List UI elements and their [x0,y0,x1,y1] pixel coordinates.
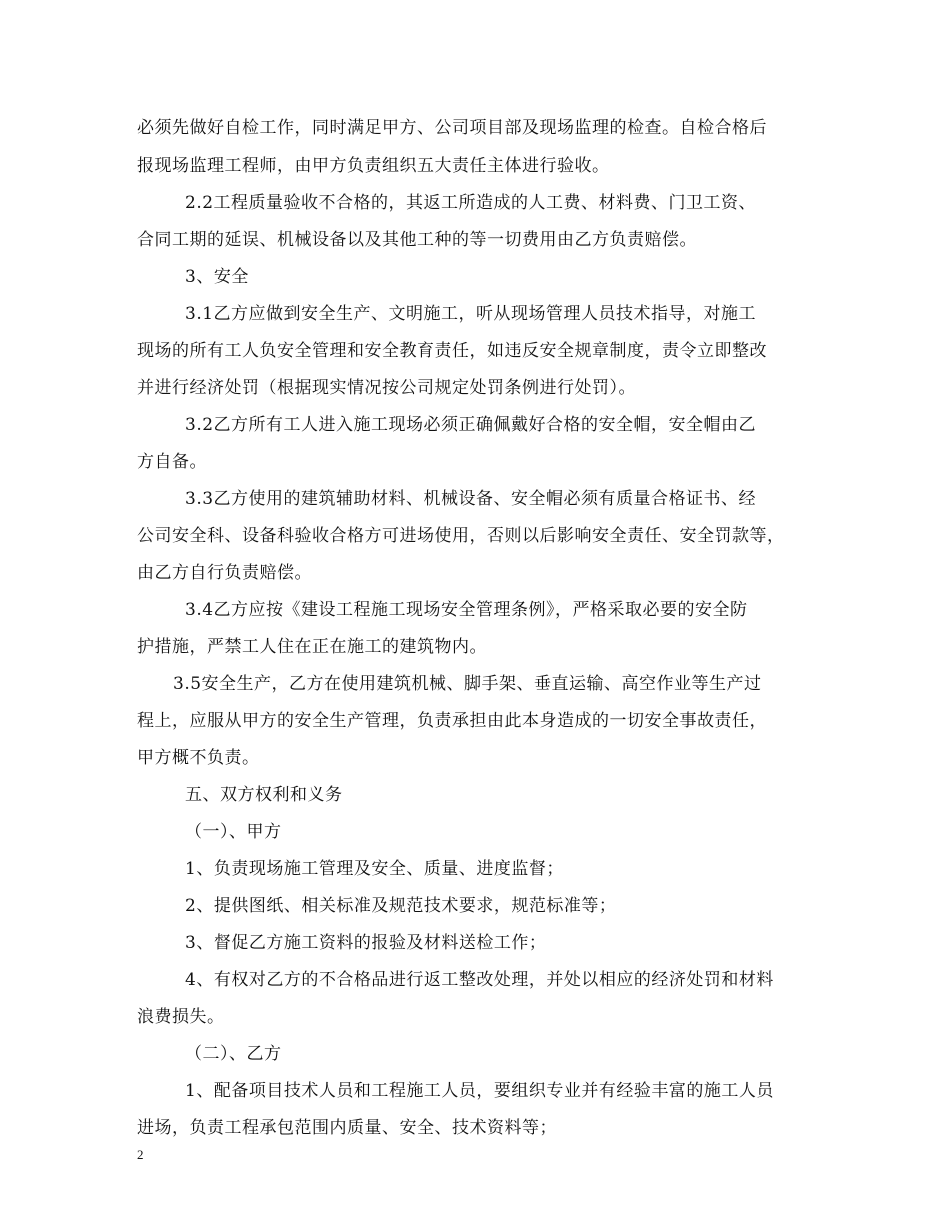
paragraph-line: 3.4乙方应按《建设工程施工现场安全管理条例》，严格采取必要的安全防 [185,600,748,620]
paragraph-line: 由乙方自行负责赔偿。 [137,563,312,583]
list-item: 4、有权对乙方的不合格品进行返工整改处理，并处以相应的经济处罚和材料 [185,970,774,990]
subsection-heading: （一）、甲方 [185,822,282,842]
list-item: 3、督促乙方施工资料的报验及材料送检工作； [185,933,547,953]
list-item: 1、配备项目技术人员和工程施工人员，要组织专业并有经验丰富的施工人员 [185,1081,774,1101]
section-heading: 五、双方权利和义务 [185,785,343,805]
subsection-heading: （二）、乙方 [185,1044,282,1064]
paragraph-line: 3.2乙方所有工人进入施工现场必须正确佩戴好合格的安全帽，安全帽由乙 [185,415,757,435]
paragraph-line: 2.2工程质量验收不合格的，其返工所造成的人工费、材料费、门卫工资、 [185,193,757,213]
list-item-continuation: 进场，负责工程承包范围内质量、安全、技术资料等； [137,1118,557,1138]
paragraph-line: 必须先做好自检工作，同时满足甲方、公司项目部及现场监理的检查。自检合格后 [137,118,767,138]
paragraph-line: 现场的所有工人负安全管理和安全教育责任，如违反安全规章制度，责令立即整改 [137,341,767,361]
paragraph-line: 合同工期的延误、机械设备以及其他工种的等一切费用由乙方负责赔偿。 [137,230,697,250]
paragraph-line: 公司安全科、设备科验收合格方可进场使用，否则以后影响安全责任、安全罚款等， [137,526,785,546]
paragraph-line: 3.1乙方应做到安全生产、文明施工，听从现场管理人员技术指导，对施工 [185,304,757,324]
paragraph-line: 并进行经济处罚（根据现实情况按公司规定处罚条例进行处罚）。 [137,378,636,398]
list-item: 2、提供图纸、相关标准及规范技术要求，规范标准等； [185,896,617,916]
paragraph-line: 护措施，严禁工人住在正在施工的建筑物内。 [137,637,487,657]
paragraph-line: 报现场监理工程师，由甲方负责组织五大责任主体进行验收。 [137,156,610,176]
list-item: 1、负责现场施工管理及安全、质量、进度监督； [185,859,564,879]
paragraph-line: 程上，应服从甲方的安全生产管理，负责承担由此本身造成的一切安全事故责任， [137,711,767,731]
section-heading: 3、安全 [185,267,249,287]
paragraph-line: 3.3乙方使用的建筑辅助材料、机械设备、安全帽必须有质量合格证书、经 [185,489,757,509]
paragraph-line: 甲方概不负责。 [137,748,260,768]
paragraph-line: 方自备。 [137,452,207,472]
paragraph-line: 3.5安全生产，乙方在使用建筑机械、脚手架、垂直运输、高空作业等生产过 [173,674,762,694]
page-number: 2 [137,1147,144,1162]
list-item-continuation: 浪费损失。 [137,1007,225,1027]
